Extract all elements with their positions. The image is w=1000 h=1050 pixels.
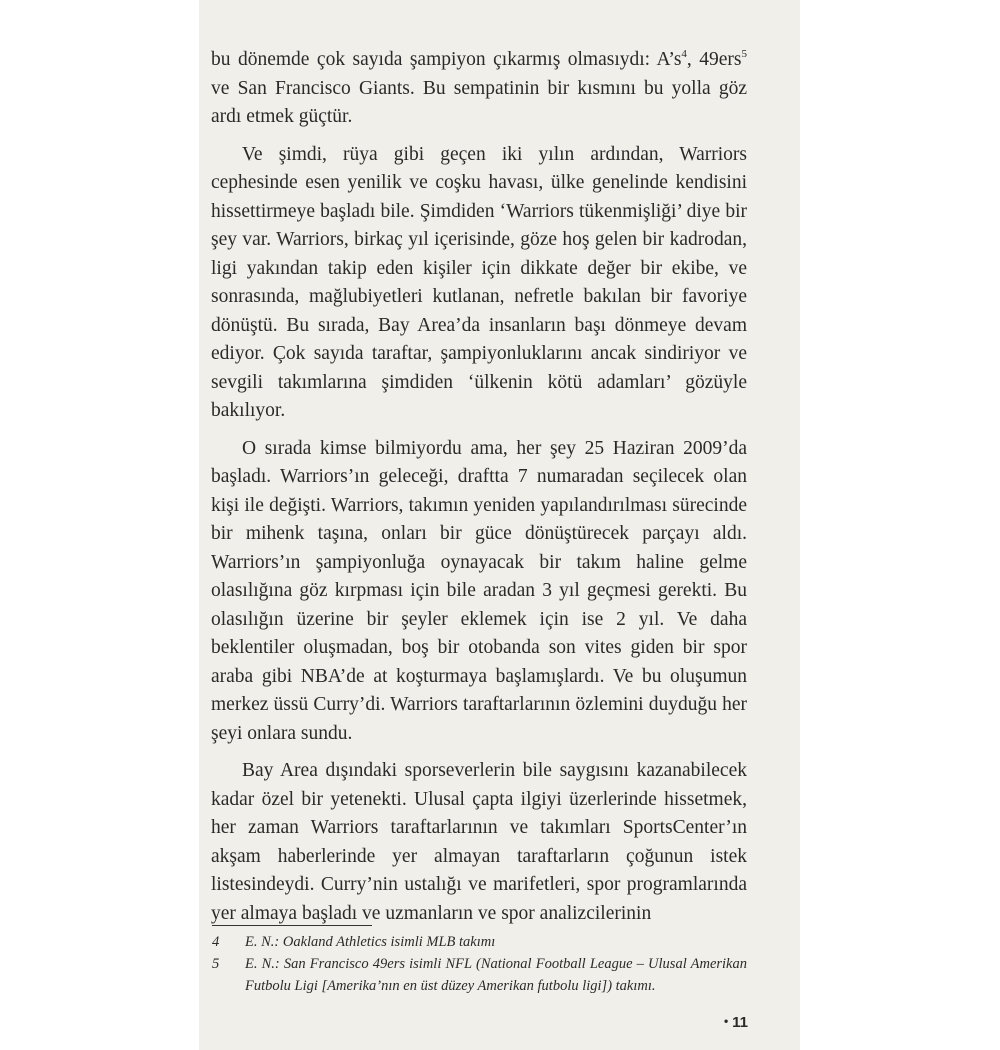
footnote-4 [212,931,747,953]
paragraph-1-text-c: ve San Francisco Giants. Bu sempatinin bir kısmını bu yolla göz ardı etmek güçtür. [211,77,747,127]
body-text [211,46,747,937]
footnote-5 [212,953,747,997]
paragraph-3: O sırada kimse bilmiyordu ama, her şey 25 Haziran 2009’da başladı. Warriors’ın geleceği, draftta 7 numaradan seçilecek olan kişi ile değişti. Warriors, takımın yeniden yapılandırılması sürecinde bir mihenk taşına, onları bir güce dönüştürecek parçayı aldı. Warriors’ın şampiyonluğa oynayacak bir takım haline gelme olasılığına göz kırpması için bile aradan 3 yıl geçmesi gerekti. Bu olasılığın üzerine bir şeyler eklemek için ise 2 yıl. Ve daha beklentiler oluşmadan, boş bir otobanda son vites giden bir spor araba gibi NBA’de at koşturmaya başlamışlardı. Ve bu oluşumun merkez üssü Curry’di. Warriors taraftarlarının özlemini duyduğu her şeyi onlara sundu. [211,437,747,744]
page-number [724,1014,748,1031]
footnote-divider [212,925,372,926]
footnote-text: E. N.: Oakland Athletics isimli MLB takımı [245,934,496,950]
paragraph-2: Ve şimdi, rüya gibi geçen iki yılın ardından, Warriors cephesinde esen yenilik ve coşku havası, ülke genelinde kendisini hissettirmeye başladı bile. Şimdiden ‘Warriors tükenmişliği’ diye bir şey var. Warriors, birkaç yıl içerisinde, göze hoş gelen bir kadrodan, ligi yakından takip eden kişiler için dikkate değer bir ekibe, ve sonrasında, mağlubiyetleri kutlanan, nefretle bakılan bir favoriye dönüştü. Bu sırada, Bay Area’da insanların başı dönmeye devam ediyor. Çok sayıda taraftar, şampiyonluklarını ancak sindiriyor ve sevgili takımlarına şimdiden ‘ülkenin kötü adamları’ gözüyle bakılıyor. [211,143,747,421]
footnote-number: 4 [212,934,220,950]
paragraph-1-text-b: , 49ers [686,49,742,70]
paragraph-4: Bay Area dışındaki sporseverlerin bile saygısını kazanabilecek kadar özel bir yetenekti. Ulusal çapta ilgiyi üzerlerinde hissetmek, her zaman Warriors taraftarlarının ve takımları SportsCenter’ın akşam haberlerinde yer almayan taraftarların çoğunun istek listesindeydi. Curry’nin ustalığı ve marifetleri, spor programlarında yer almaya başladı ve uzmanların ve spor analizcilerinin [211,760,747,924]
footnote-ref-5[interactable]: 5 [741,48,747,60]
footnote-ref-4[interactable]: 4 [681,48,687,60]
paragraph-1 [211,46,747,132]
footnotes [212,931,747,997]
paragraph-1-text-a: bu dönemde çok sayıda şampiyon çıkarmış olmasıydı: A’s [211,49,682,70]
page-number-value: 11 [732,1014,748,1031]
bullet-icon: • [723,1014,729,1028]
book-page [199,0,800,1050]
footnote-number: 5 [212,956,220,972]
footnote-text: E. N.: San Francisco 49ers isimli NFL (National Football League – Ulusal Amerikan Futbolu Ligi [Amerika’nın en üst düzey Amerikan futbolu ligi]) takımı. [245,956,747,994]
